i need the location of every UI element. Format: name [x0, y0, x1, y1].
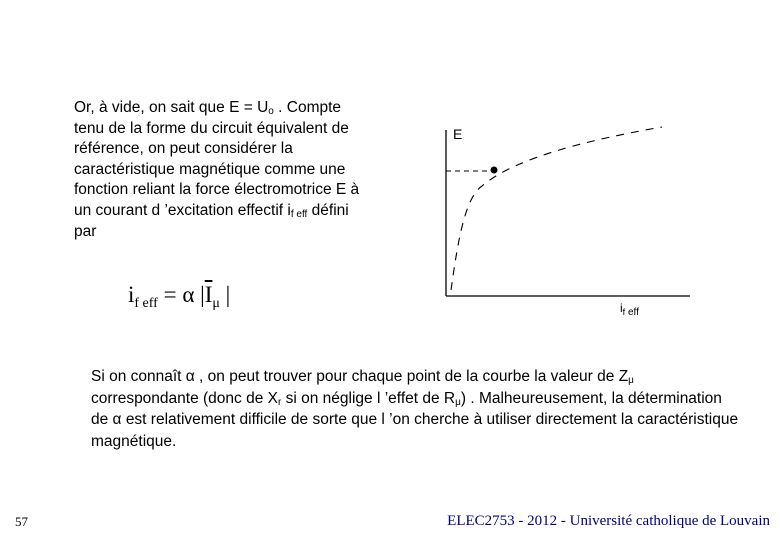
formula-lhs: i	[128, 282, 135, 307]
x-label-sub: f	[622, 307, 626, 317]
magnetization-curve	[451, 127, 662, 290]
intro-part1: Or, à vide, on sait que E = U	[74, 99, 269, 116]
para-t2: correspondante (donc de X	[91, 389, 278, 407]
formula-close: |	[219, 282, 231, 307]
intro-text	[74, 98, 374, 242]
x-label-rest: eff	[625, 307, 639, 318]
x-axis-label	[620, 301, 639, 318]
page-number: 57	[15, 514, 28, 529]
footer: ELEC2753 - 2012 - Université catholique de Louvain	[447, 513, 770, 529]
explanation-paragraph	[91, 366, 741, 452]
intro-part2: . Compte tenu de la forme du circuit équivalent de référence, on peut considérer la caractéristique magnétique comme une fonction reliant la force électromotrice E à un courant d ’excitation effectif i	[74, 99, 360, 219]
intro-sub1: o	[268, 106, 274, 117]
magnetic-characteristic-graph	[400, 118, 700, 328]
para-s3: μ	[455, 396, 461, 408]
para-t4: ) . Malheureusement, la détermination de α est relativement difficile de sorte que l ’on cherche à utiliser directement la caractéristique magnétique.	[91, 389, 739, 450]
operating-point	[491, 167, 498, 174]
formula	[128, 282, 231, 311]
para-t1: Si on connaît α , on peut trouver pour chaque point de la courbe la valeur de Z	[91, 368, 629, 385]
intro-sub2: f eff	[290, 208, 308, 220]
formula-equals-alpha: = α |	[157, 282, 205, 307]
formula-lhs-sub: f eff	[134, 296, 158, 311]
intro-part3: défini par	[74, 201, 349, 240]
formula-current: $\overline{I}$	[204, 282, 213, 307]
formula-current-sub: μ	[212, 296, 220, 311]
para-s2: r	[277, 396, 282, 408]
y-axis-label: E	[453, 126, 463, 142]
para-t3: si on néglige l ’effet de R	[281, 389, 456, 407]
x-label-main: i	[620, 301, 623, 315]
para-s1: μ	[628, 375, 634, 386]
